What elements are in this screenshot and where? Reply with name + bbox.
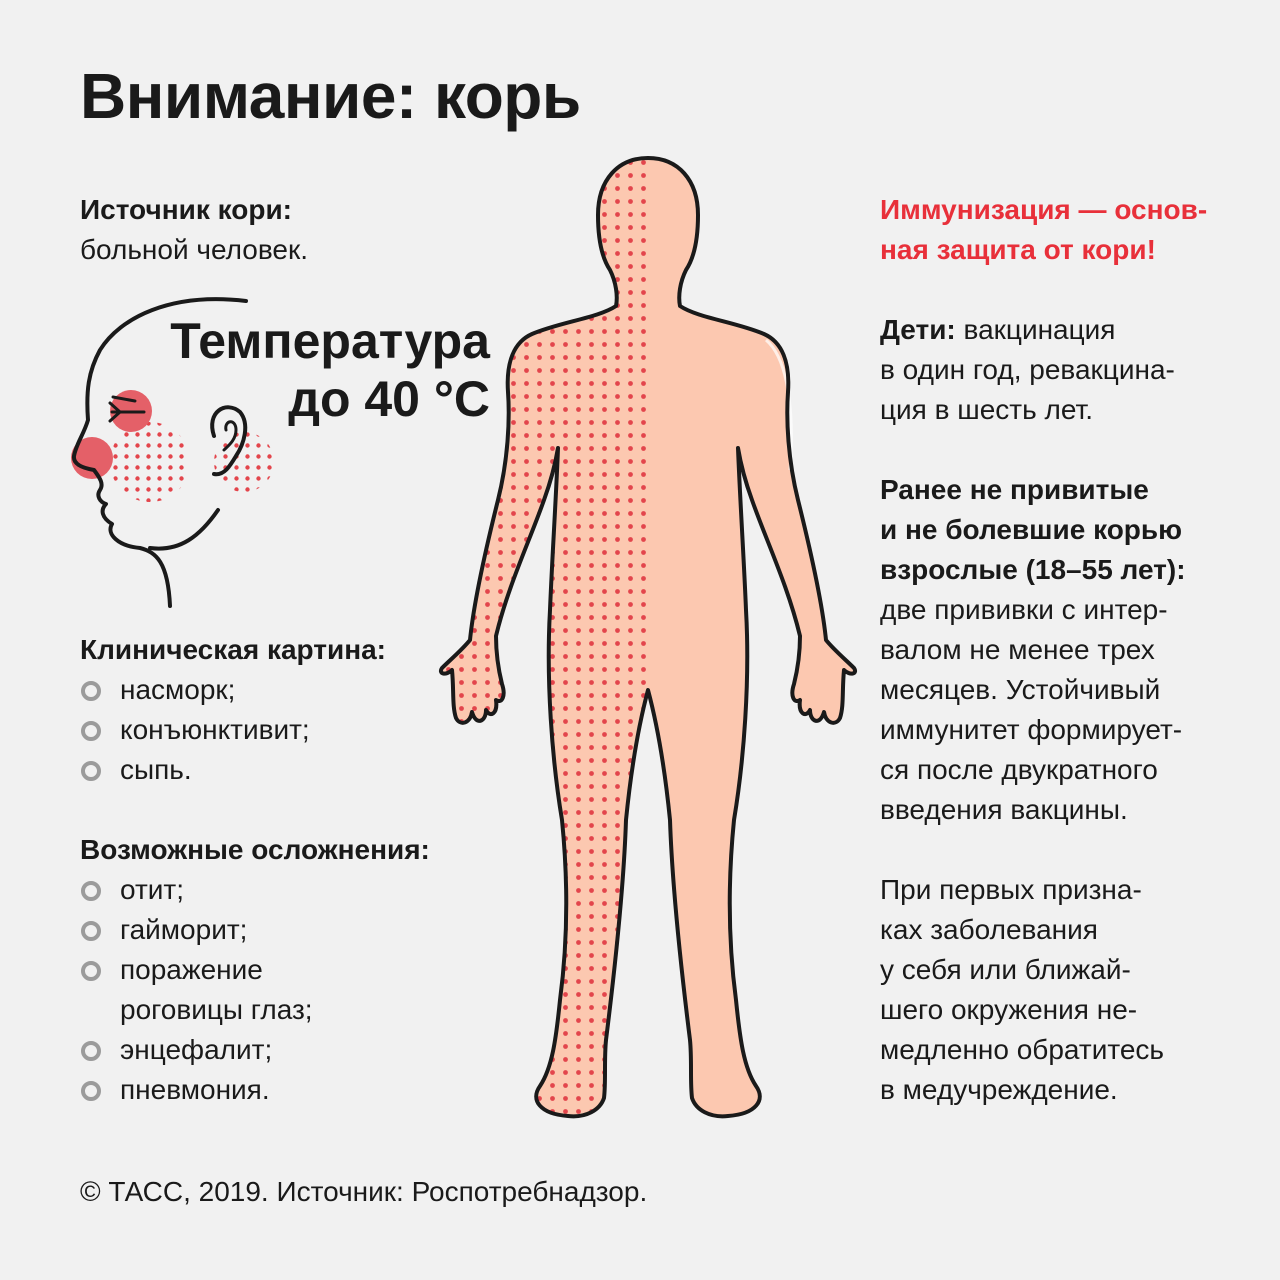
footer-credit: © ТАСС, 2019. Источник: Роспотребнадзор. — [80, 1176, 648, 1207]
complications-block — [80, 830, 430, 1110]
temperature-line2: до 40 °С — [288, 371, 490, 427]
source-block — [80, 190, 308, 270]
source-text: больной человек. — [80, 234, 308, 265]
complication-item-otitis: отит; — [80, 870, 430, 910]
immunization-heading: Иммунизация — основ- ная защита от кори! — [880, 194, 1208, 265]
complication-item-encephalitis: энцефалит; — [80, 1030, 430, 1070]
clinical-item-conjunctivitis: конъюнктивит; — [80, 710, 386, 750]
body-clear-half — [441, 158, 855, 1116]
clinical-item-rash: сыпь. — [80, 750, 386, 790]
clinical-heading: Клиническая картина: — [80, 634, 387, 665]
advice-block: При первых призна- ках заболевания у себя или ближай- шего окружения не- медленно обратитесь в медучреждение. — [880, 874, 1165, 1105]
children-block: Дети: вакцинация в один год, ревакцина- ция в шесть лет. — [880, 314, 1175, 425]
complication-item-pneumonia: пневмония. — [80, 1070, 430, 1110]
adults-block: Ранее не привитые и не болевшие корью взрослые (18–55 лет): две прививки с интер- валом не менее трех месяцев. Устойчивый иммунитет формирует- ся после двукратного введения вакцины. — [880, 474, 1186, 825]
temperature-line1: Температура — [170, 313, 490, 369]
children-label: Дети: — [880, 314, 956, 345]
clinical-block — [80, 630, 386, 790]
clinical-item-rhinitis: насморк; — [80, 670, 386, 710]
human-body-illustration — [430, 150, 870, 1130]
complications-heading: Возможные осложнения: — [80, 834, 430, 865]
source-heading: Источник кори: — [80, 194, 293, 225]
cheek-rash-dots — [110, 422, 190, 502]
page-title: Внимание: корь — [80, 60, 581, 132]
complication-item-cornea: поражение роговицы глаз; — [80, 950, 430, 1030]
complication-item-sinusitis: гайморит; — [80, 910, 430, 950]
